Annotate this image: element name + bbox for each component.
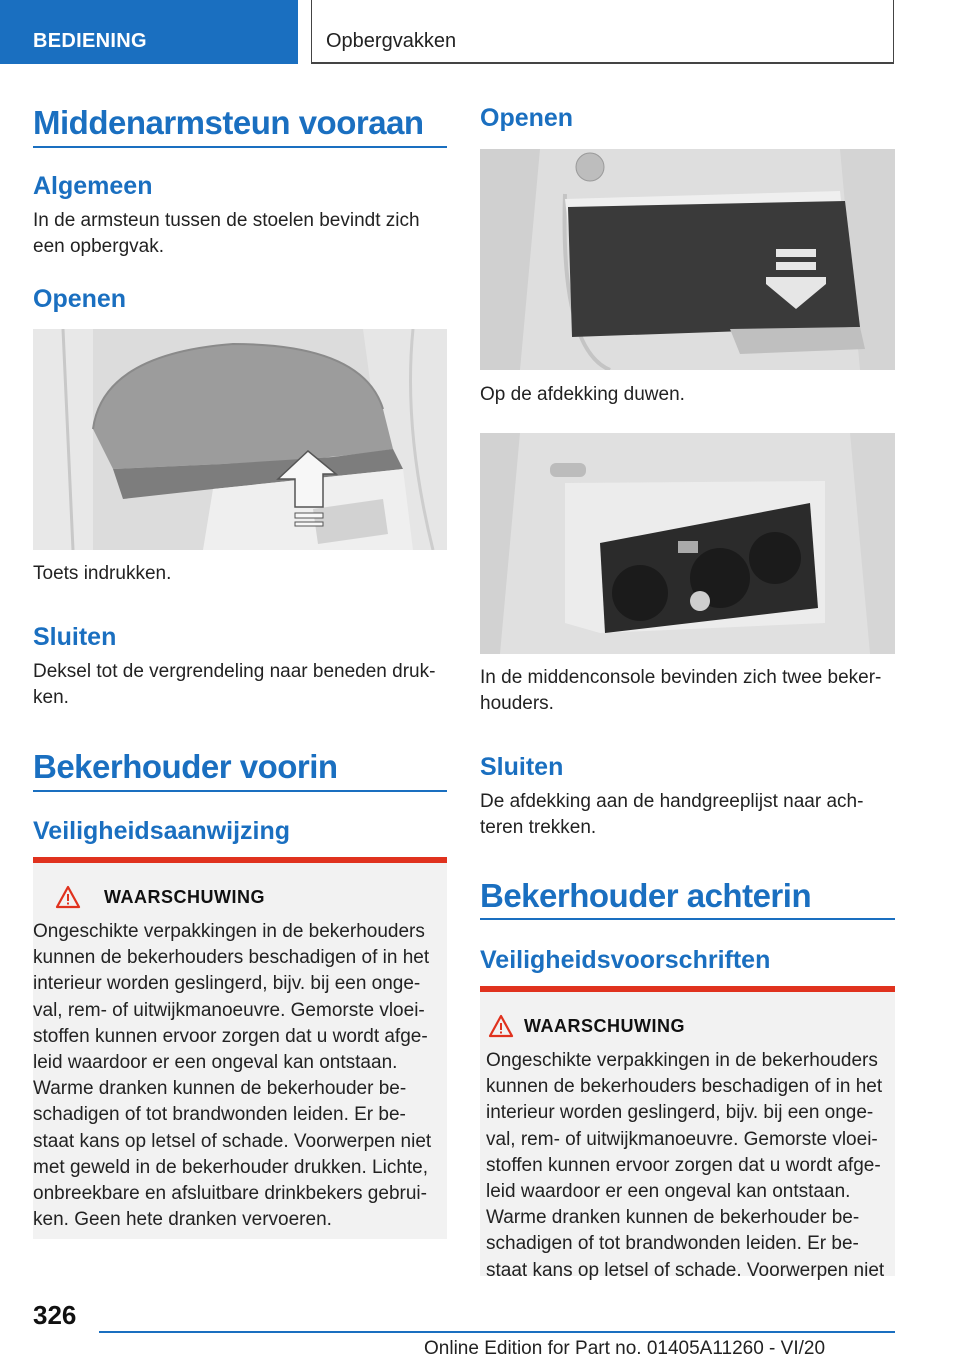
heading-rule	[33, 790, 447, 792]
warning-box	[480, 986, 895, 1281]
console-cover-illustration	[480, 149, 895, 370]
chapter-label: Opbergvakken	[326, 30, 457, 52]
open-caption: Toets indrukken.	[33, 563, 172, 584]
subheading-close: Sluiten	[33, 623, 117, 651]
cupholder-illustration	[480, 433, 895, 654]
heading-rule	[480, 918, 895, 920]
footer-rule	[99, 1331, 895, 1333]
chapter-tab	[311, 0, 894, 64]
subheading-general: Algemeen	[33, 172, 153, 200]
caption-cupholders: In de middenconsole bevinden zich twee beker-houders.	[480, 667, 882, 714]
warning-title: WAARSCHUWING	[524, 1016, 685, 1036]
footer-edition: Online Edition for Part no. 01405A11260 - VI/20	[424, 1338, 826, 1359]
section-tab	[0, 0, 298, 64]
subheading-open: Openen	[480, 104, 574, 132]
heading-cupholder-rear: Bekerhouder achterin	[480, 877, 812, 914]
page-number: 326	[33, 1300, 77, 1330]
general-text: In de armsteun tussen de stoelen bevindt zich een opbergvak.	[33, 210, 420, 257]
heading-armrest: Middenarmsteun vooraan	[33, 104, 424, 141]
close-text: Deksel tot de vergrendeling naar beneden druk-ken.	[33, 661, 436, 708]
subheading-open: Openen	[33, 285, 127, 313]
warning-box	[33, 857, 447, 1239]
heading-cupholder-front: Bekerhouder voorin	[33, 748, 338, 785]
heading-rule	[33, 146, 447, 148]
subheading-safety: Veiligheidsaanwijzing	[33, 817, 291, 845]
warning-text: Ongeschikte verpakkingen in de bekerhouders kunnen de bekerhouders beschadigen of in het interieur worden geslingerd, bijv. bij een onge-val, rem- of uitwijkmanoeuvre. Gemorste vloei-stoffen kunnen ervoor zorgen dat u wordt afge-leid waardoor er een ongeval kan ontstaan. Warme dranken kunnen de bekerhouder be-schadigen of tot brandwonden leiden. Er be-staat kans op letsel of schade. Voorwerpen niet	[486, 1050, 885, 1281]
armrest-illustration	[33, 329, 447, 550]
section-label: BEDIENING	[33, 30, 147, 52]
warning-triangle-icon	[488, 1014, 514, 1038]
warning-text: Ongeschikte verpakkingen in de bekerhouders kunnen de bekerhouders beschadigen of in het interieur worden geslingerd, bijv. bij een onge-val, rem- of uitwijkmanoeuvre. Gemorste vloei-stoffen kunnen ervoor zorgen dat u wordt afge-leid waardoor er een ongeval kan ontstaan. Warme dranken kunnen de bekerhouder be-schadigen of tot brandwonden leiden. Er be-staat kans op letsel of schade. Voorwerpen niet met geweld in de bekerhouder drukken. Lichte, onbreekbare en afsluitbare drinkbekers gebrui-ken. Geen hete dranken vervoeren.	[33, 921, 432, 1231]
close-text: De afdekking aan de handgreeplijst naar ach-teren trekken.	[480, 791, 864, 838]
warning-title: WAARSCHUWING	[104, 887, 265, 907]
subheading-close: Sluiten	[480, 753, 564, 781]
subheading-safety-rules: Veiligheidsvoorschriften	[480, 946, 771, 974]
caption-press-cover: Op de afdekking duwen.	[480, 384, 685, 405]
warning-triangle-icon	[55, 885, 81, 909]
